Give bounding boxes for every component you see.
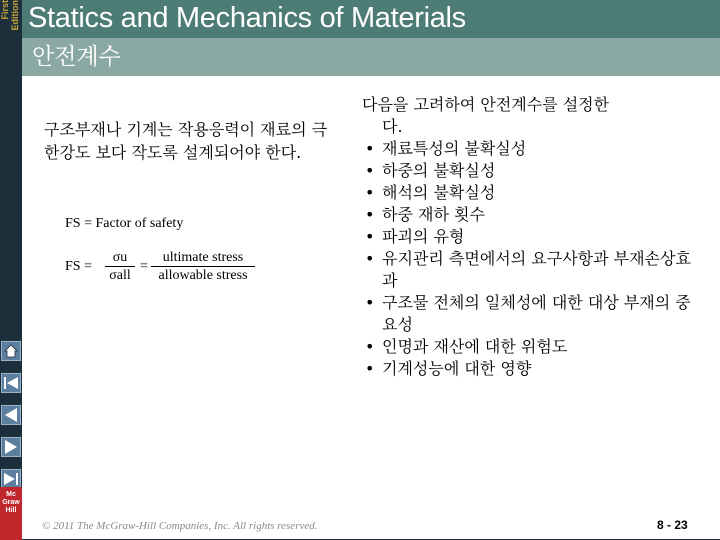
left-sidebar — [0, 0, 22, 540]
list-item — [362, 160, 702, 182]
intro-line-1: 다음을 고려하여 안전계수를 설정한 — [362, 95, 610, 114]
subtitle-bar — [22, 38, 720, 76]
list-item-text: 재료특성의 불확실성 — [382, 139, 527, 158]
list-item-text: 유지관리 측면에서의 요구사항과 부재손상효과 — [382, 249, 691, 290]
edition-word: Edition — [10, 0, 20, 31]
list-item — [362, 358, 702, 380]
first-slide-icon[interactable] — [1, 373, 21, 393]
mcgraw-hill-logo: Mc Graw Hill — [0, 487, 22, 540]
list-item — [362, 226, 702, 248]
list-item-text: 구조물 전체의 일체성에 대한 대상 부재의 중요성 — [382, 293, 691, 334]
list-item-text: 하중의 불확실성 — [382, 161, 496, 180]
edition-first: First — [0, 0, 10, 20]
equals-sign: = — [140, 259, 148, 274]
copyright-notice: © 2011 The McGraw-Hill Companies, Inc. All rights reserved. — [42, 520, 318, 532]
bullet-dot: • — [365, 293, 375, 312]
list-item-text: 기계성능에 대한 영향 — [382, 359, 532, 378]
fs-lhs: FS = — [65, 259, 92, 274]
intro-line-2: 다. — [382, 117, 403, 136]
considerations-intro — [362, 94, 702, 138]
bullet-dot: • — [365, 249, 375, 268]
edition-label — [0, 0, 20, 44]
list-item — [362, 336, 702, 358]
stress-fraction — [151, 250, 255, 285]
list-item — [362, 138, 702, 160]
list-item-text: 하중 재하 횟수 — [382, 205, 485, 224]
bullet-dot: • — [365, 139, 375, 158]
previous-slide-icon[interactable] — [1, 405, 21, 425]
book-title: Statics and Mechanics of Materials — [28, 2, 466, 34]
bullet-dot: • — [365, 161, 375, 180]
list-item — [362, 204, 702, 226]
ultimate-stress: ultimate stress — [151, 250, 255, 267]
list-item-text: 파괴의 유형 — [382, 227, 465, 246]
considerations-block — [362, 94, 702, 380]
list-item — [362, 292, 702, 336]
list-item — [362, 182, 702, 204]
fs-definition: FS = Factor of safety — [65, 216, 184, 231]
title-bar — [22, 0, 720, 38]
sigma-all: σall — [109, 268, 131, 283]
list-item-text: 인명과 재산에 대한 위험도 — [382, 337, 568, 356]
intro-paragraph: 구조부재나 기계는 작용응력이 재료의 극한강도 보다 작도록 설계되어야 한다. — [44, 120, 328, 162]
allowable-stress: allowable stress — [158, 268, 248, 283]
sigma-u: σu — [105, 250, 135, 267]
bullet-dot: • — [365, 337, 375, 356]
page-number: 8 - 23 — [657, 518, 688, 532]
considerations-list — [362, 138, 702, 380]
list-item-text: 해석의 불확실성 — [382, 183, 496, 202]
bullet-dot: • — [365, 227, 375, 246]
list-item — [362, 248, 702, 292]
home-icon[interactable] — [1, 341, 21, 361]
slide-title: 안전계수 — [32, 44, 121, 70]
next-slide-icon[interactable] — [1, 437, 21, 457]
bullet-dot: • — [365, 205, 375, 224]
bullet-dot: • — [365, 359, 375, 378]
bullet-dot: • — [365, 183, 375, 202]
last-slide-icon[interactable] — [1, 469, 21, 489]
sigma-fraction — [105, 250, 135, 285]
